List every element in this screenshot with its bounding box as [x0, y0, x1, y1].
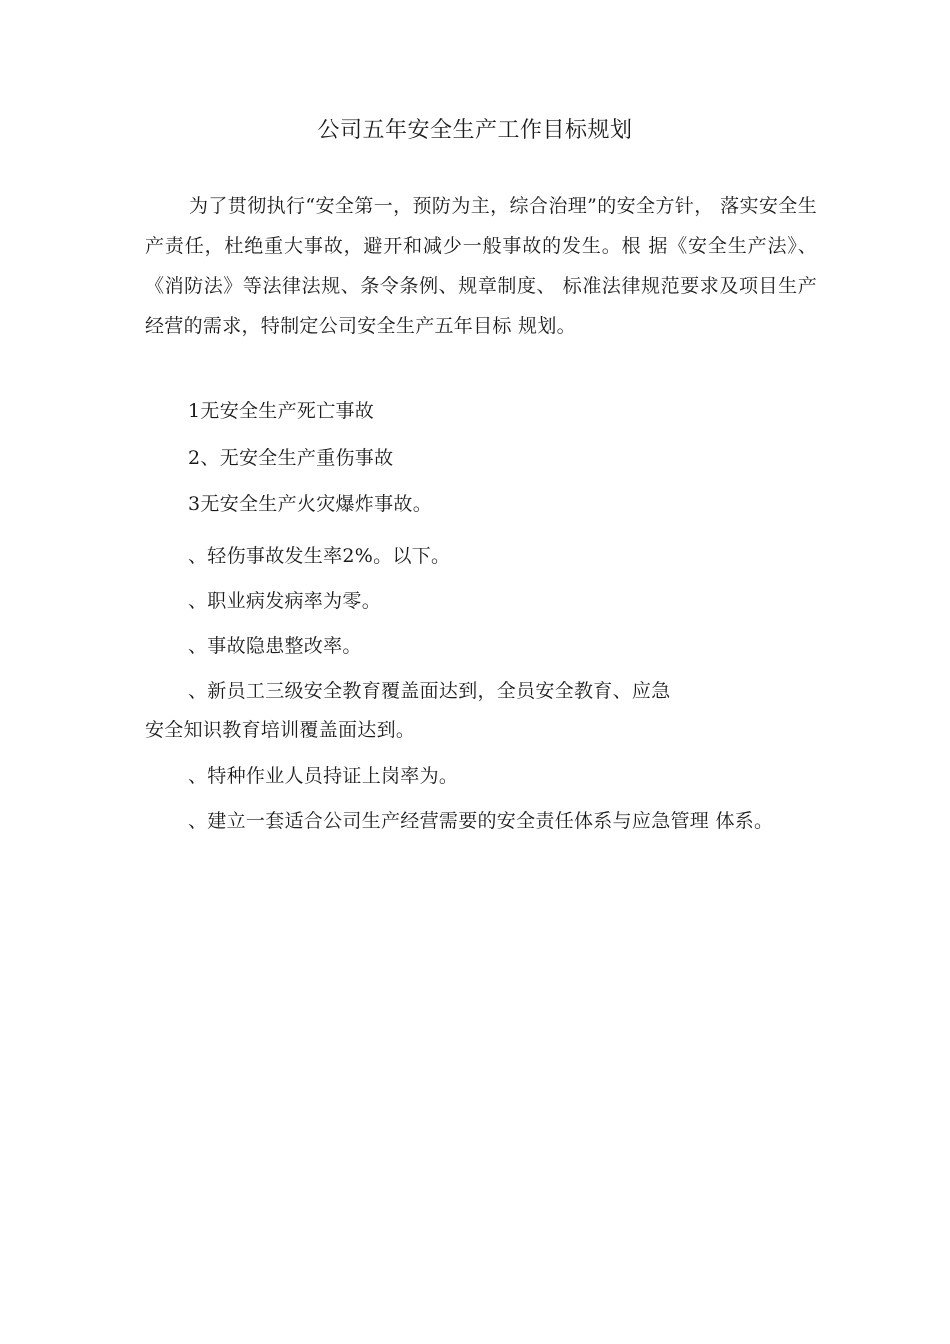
goal-item-3: 3无安全生产火灾爆炸事故。: [188, 493, 432, 515]
goal-item-6: 、事故隐患整改率。: [188, 635, 362, 657]
goal-item-4: 、轻伤事故发生率2%。以下。: [188, 545, 451, 567]
goal-item-2: 2、无安全生产重伤事故: [188, 447, 394, 469]
goal-item-8: 、特种作业人员持证上岗率为。: [188, 765, 459, 787]
goal-item-1: 1无安全生产死亡事故: [188, 400, 375, 422]
goal-item-7-line1: 、新员工三级安全教育覆盖面达到，全员安全教育、应急: [188, 680, 671, 702]
goal-item-5: 、职业病发病率为零。: [188, 590, 382, 612]
intro-paragraph: 为了贯彻执行“安全第一，预防为主，综合治理”的安全方针， 落实安全生产责任，杜绝重大事故，避开和减少一般事故的发生。根 据《安全生产法》、《消防法》等法律法规、条令条例、规章制度、 标准法律规范要求及项目生产经营的需求，特制定公司安全生产五年目标 规划。: [145, 195, 817, 337]
goal-item-7-line2: 安全知识教育培训覆盖面达到。: [145, 719, 416, 741]
goal-item-9: 、建立一套适合公司生产经营需要的安全责任体系与应急管理 体系。: [188, 810, 774, 832]
document-title: 公司五年安全生产工作目标规划: [317, 118, 633, 143]
